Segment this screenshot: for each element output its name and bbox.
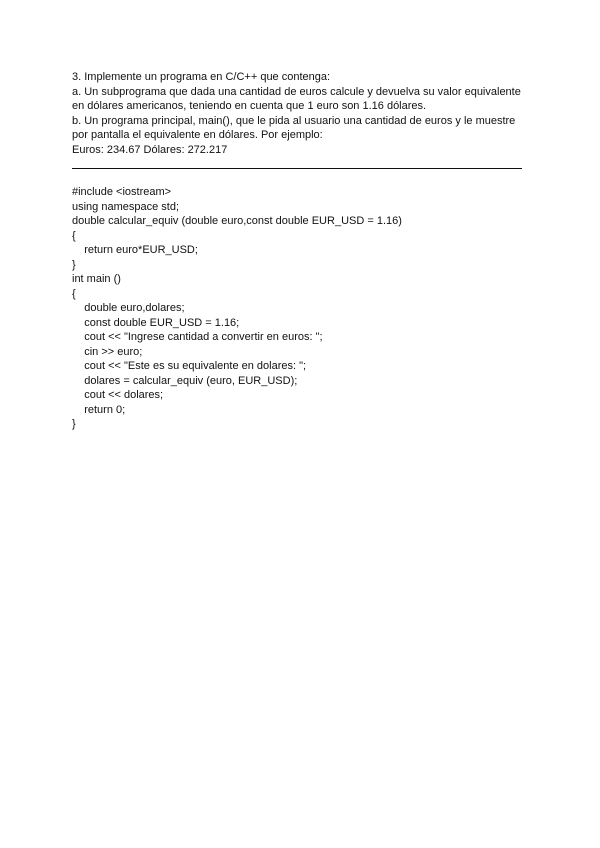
code-line: { — [72, 229, 76, 242]
code-line: dolares = calcular_equiv (euro, EUR_USD); — [72, 374, 298, 387]
code-line: return 0; — [72, 403, 126, 416]
separator-line — [72, 159, 522, 169]
code-line: cin >> euro; — [72, 345, 143, 358]
code-line: } — [72, 258, 76, 271]
code-line: cout << "Ingrese cantidad a convertir en euros: "; — [72, 331, 323, 343]
code-line: using namespace std; — [72, 200, 180, 213]
code-line: cout << dolares; — [72, 389, 164, 401]
item-a-line-2: en dólares americanos, teniendo en cuenta que 1 euro son 1.16 dólares. — [72, 100, 427, 112]
item-b-line-1: b. Un programa principal, main(), que le pida al usuario una cantidad de euros y le muestre — [72, 114, 516, 127]
problem-title: 3. Implemente un programa en C/C++ que contenga: — [72, 71, 331, 83]
code-line: int main () — [72, 273, 121, 285]
code-block — [72, 185, 532, 432]
code-line: } — [72, 418, 76, 430]
item-a-line-1: a. Un subprograma que dada una cantidad de euros calcule y devuelva su valor equivalente — [72, 85, 521, 98]
code-line: cout << "Este es su equivalente en dolares: "; — [72, 360, 307, 372]
code-line: double euro,dolares; — [72, 302, 185, 314]
code-line: double calcular_equiv (double euro,const double EUR_USD = 1.16) — [72, 215, 402, 227]
code-line: const double EUR_USD = 1.16; — [72, 316, 240, 329]
item-b-line-2: por pantalla el equivalente en dólares. Por ejemplo: — [72, 129, 323, 141]
problem-statement — [72, 70, 532, 157]
code-line: return euro*EUR_USD; — [72, 244, 198, 256]
code-line: { — [72, 287, 76, 300]
document-page — [72, 70, 532, 432]
code-line: #include <iostream> — [72, 186, 172, 198]
example-output: Euros: 234.67 Dólares: 272.217 — [72, 143, 228, 156]
